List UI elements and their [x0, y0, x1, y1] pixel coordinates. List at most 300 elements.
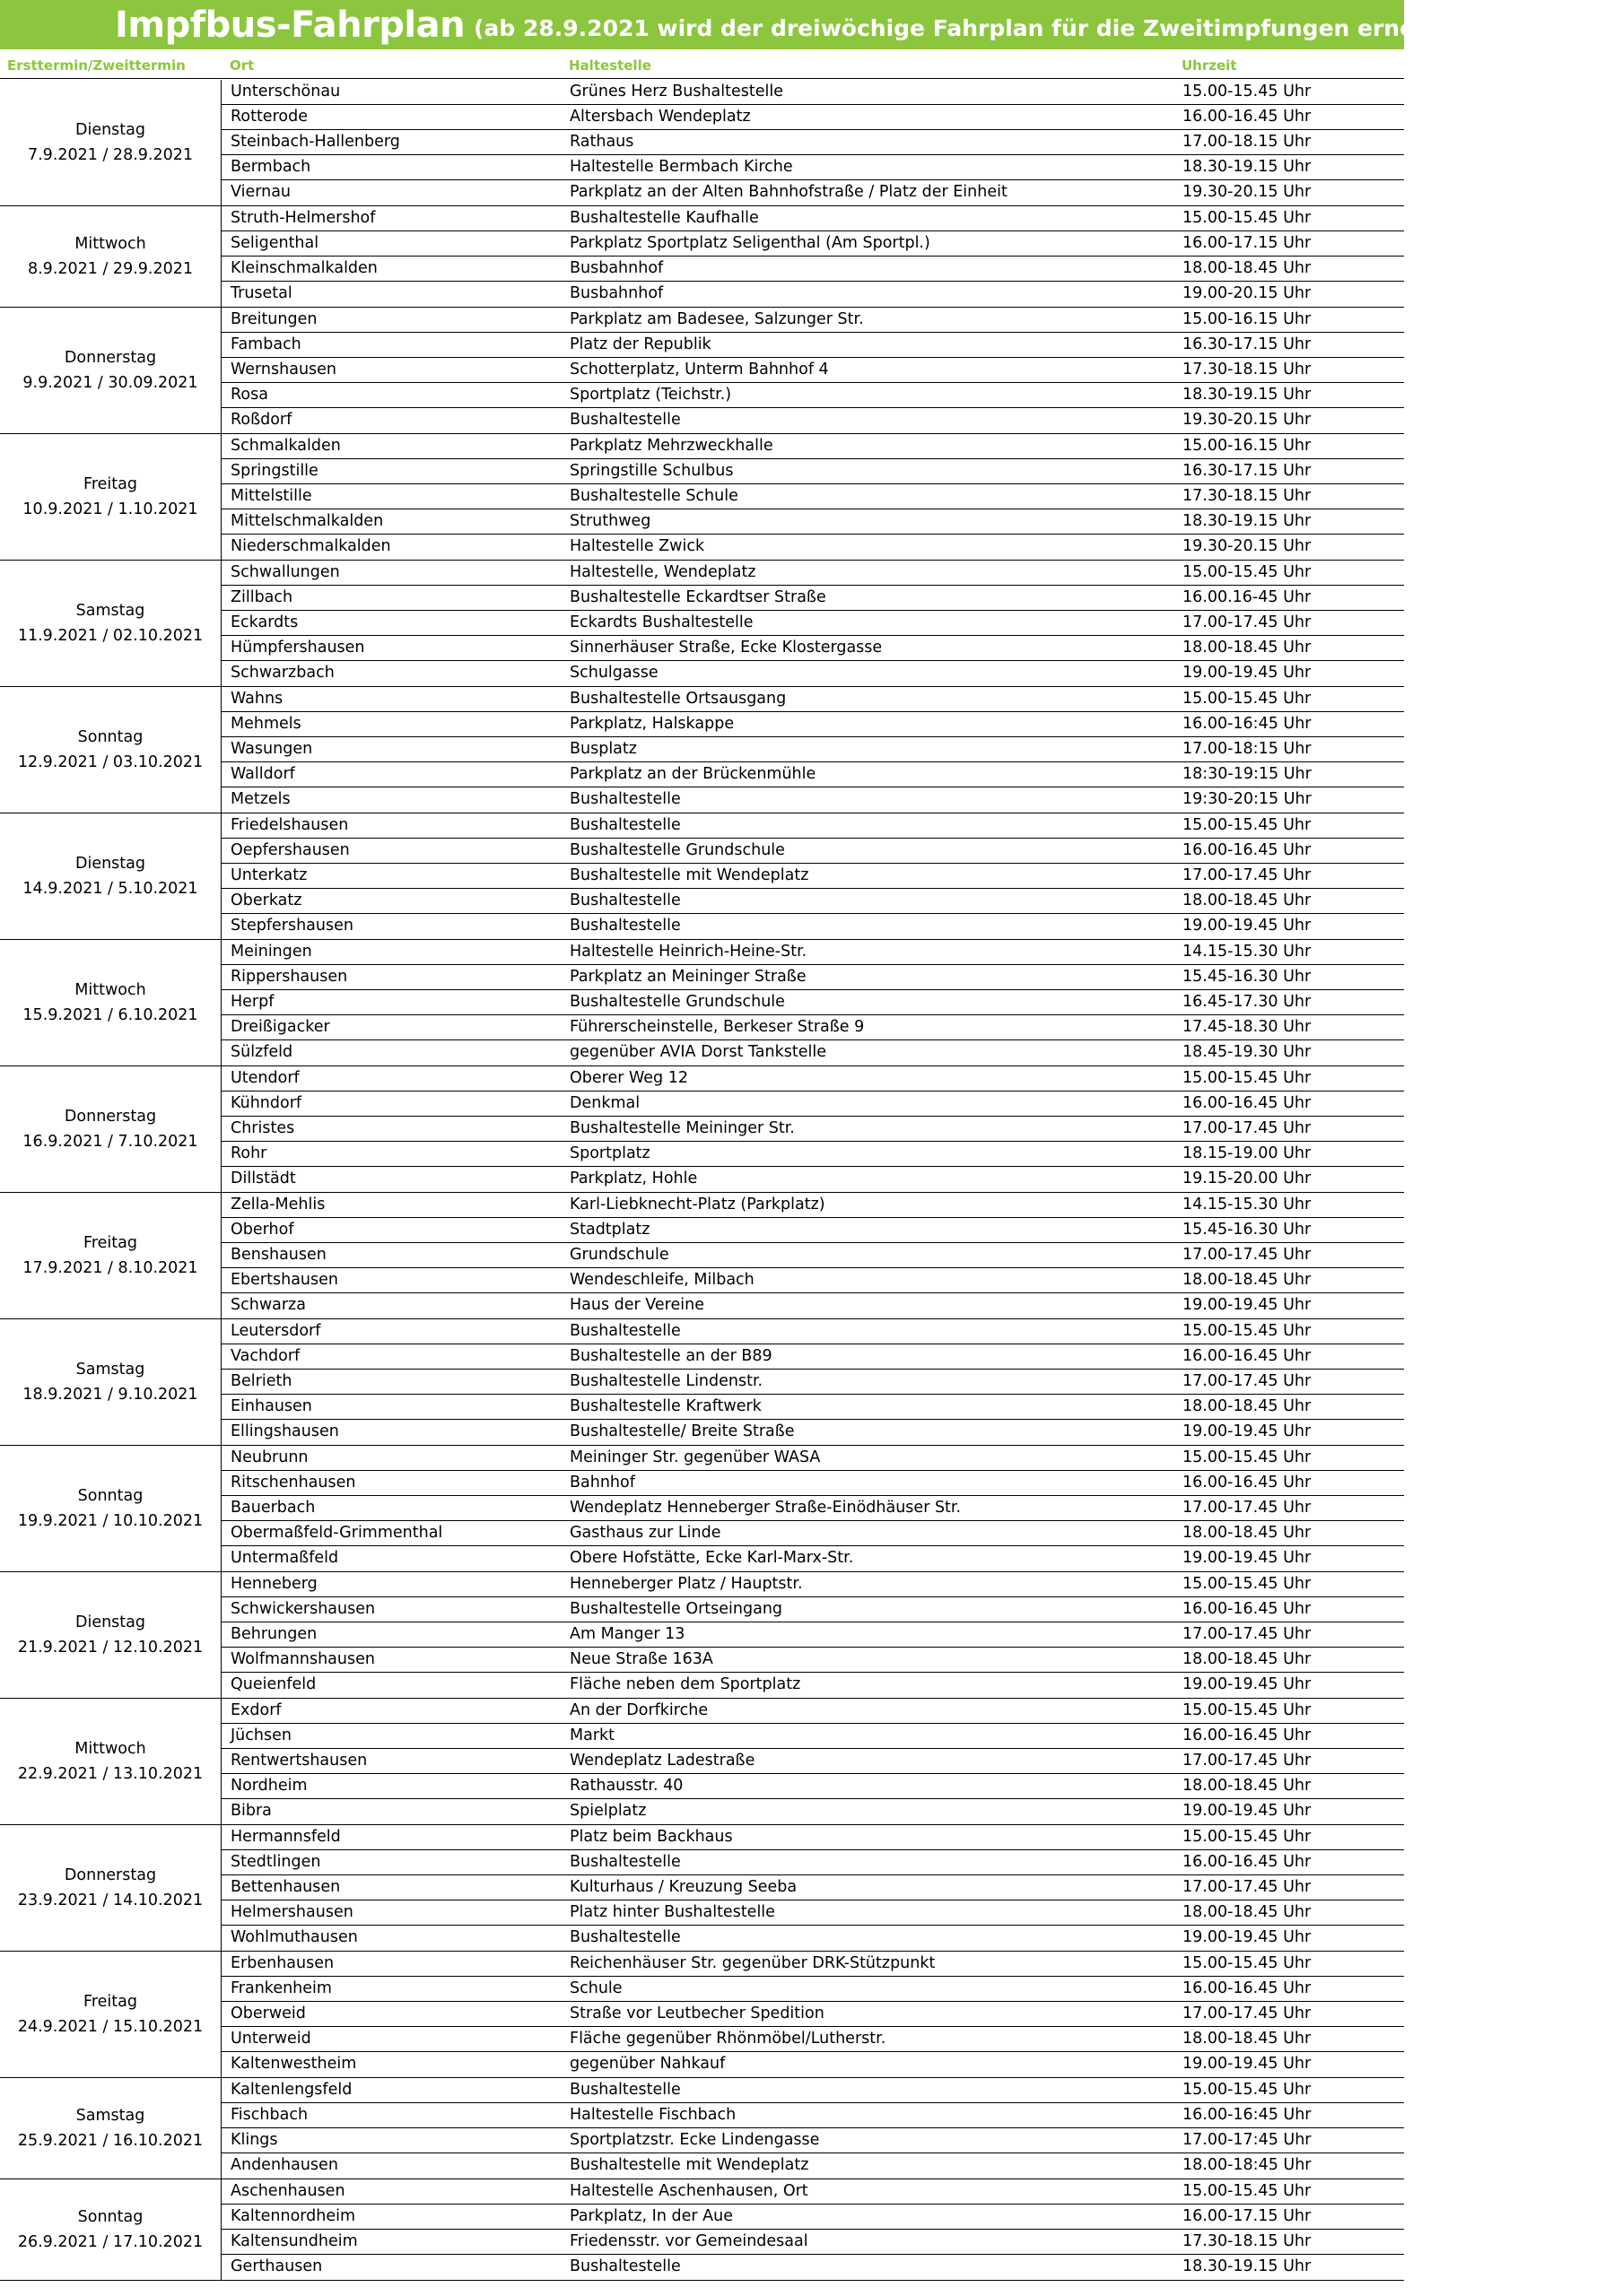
ort-cell: Oberkatz: [231, 891, 302, 909]
table-row: [222, 1319, 1404, 1344]
ort-cell: Rohr: [231, 1144, 267, 1162]
ort-cell: Bermbach: [231, 158, 311, 176]
uhrzeit-cell: 14.15-15.30 Uhr: [1182, 1196, 1312, 1213]
uhrzeit-cell: 19.00-19.45 Uhr: [1182, 1928, 1312, 1946]
haltestelle-cell: Parkplatz an Meininger Straße: [570, 968, 807, 986]
day-label: [0, 2078, 221, 2179]
weekday: Mittwoch: [74, 235, 146, 253]
haltestelle-cell: Schotterplatz, Unterm Bahnhof 4: [570, 361, 829, 378]
ort-cell: Ebertshausen: [231, 1271, 338, 1289]
uhrzeit-cell: 16.00-16.45 Uhr: [1182, 1094, 1312, 1112]
column-header-ort: Ort: [230, 57, 255, 74]
haltestelle-cell: Stadtplatz: [570, 1221, 650, 1239]
date-range: 18.9.2021 / 9.10.2021: [22, 1386, 198, 1404]
uhrzeit-cell: 17.00-18.15 Uhr: [1182, 133, 1312, 151]
table-row: [222, 180, 1404, 205]
haltestelle-cell: Meininger Str. gegenüber WASA: [570, 1448, 821, 1466]
uhrzeit-cell: 17.00-17.45 Uhr: [1182, 1625, 1312, 1643]
table-row: [222, 940, 1404, 965]
stop-list: [221, 1699, 1404, 1824]
haltestelle-cell: gegenüber AVIA Dorst Tankstelle: [570, 1043, 826, 1061]
day-label: [0, 1066, 221, 1192]
uhrzeit-cell: 15.00-15.45 Uhr: [1182, 690, 1312, 708]
stop-list: [221, 1066, 1404, 1192]
ort-cell: Fischbach: [231, 2106, 309, 2124]
haltestelle-cell: Friedensstr. vor Gemeindesaal: [570, 2232, 808, 2250]
haltestelle-cell: Bushaltestelle: [570, 917, 681, 935]
uhrzeit-cell: 19.00-19.45 Uhr: [1182, 2055, 1312, 2073]
ort-cell: Wernshausen: [231, 361, 337, 378]
day-label: [0, 2179, 221, 2280]
table-row: [222, 1572, 1404, 1597]
uhrzeit-cell: 15.00-15.45 Uhr: [1182, 563, 1312, 581]
stop-list: [221, 2078, 1404, 2179]
uhrzeit-cell: 18.00-18:45 Uhr: [1182, 2156, 1312, 2174]
ort-cell: Utendorf: [231, 1069, 300, 1087]
ort-cell: Trusetal: [231, 284, 292, 302]
weekday: Sonntag: [77, 1487, 144, 1505]
table-row: [222, 1243, 1404, 1268]
ort-cell: Kaltenlengsfeld: [231, 2081, 353, 2099]
uhrzeit-cell: 16.30-17.15 Uhr: [1182, 462, 1312, 480]
ort-cell: Eckardts: [231, 613, 299, 631]
weekday: Mittwoch: [74, 1740, 146, 1758]
ort-cell: Exdorf: [231, 1701, 282, 1719]
uhrzeit-cell: 18.00-18.45 Uhr: [1182, 2030, 1312, 2048]
uhrzeit-cell: 15.00-15.45 Uhr: [1182, 2081, 1312, 2099]
day-group: [0, 1193, 1404, 1319]
ort-cell: Hermannsfeld: [231, 1828, 341, 1846]
uhrzeit-cell: 16.00-16.45 Uhr: [1182, 1474, 1312, 1492]
table-row: [222, 1622, 1404, 1648]
table-row: [222, 1825, 1404, 1850]
table-row: [222, 434, 1404, 459]
table-row: [222, 231, 1404, 257]
date-range: 7.9.2021 / 28.9.2021: [27, 146, 193, 164]
day-label: [0, 1572, 221, 1698]
uhrzeit-cell: 15.00-16.15 Uhr: [1182, 437, 1312, 455]
ort-cell: Rotterode: [231, 108, 308, 126]
haltestelle-cell: Bushaltestelle: [570, 1322, 681, 1340]
table-row: [222, 787, 1404, 813]
haltestelle-cell: Bushaltestelle Ortsausgang: [570, 690, 787, 708]
ort-cell: Springstille: [231, 462, 318, 480]
ort-cell: Behrungen: [231, 1625, 318, 1643]
haltestelle-cell: Parkplatz Mehrzweckhalle: [570, 437, 773, 455]
table-row: [222, 80, 1404, 105]
table-row: [222, 1193, 1404, 1218]
ort-cell: Schwarza: [231, 1296, 306, 1314]
haltestelle-cell: Parkplatz am Badesee, Salzunger Str.: [570, 310, 864, 328]
table-row: [222, 1546, 1404, 1571]
ort-cell: Belrieth: [231, 1372, 292, 1390]
haltestelle-cell: Springstille Schulbus: [570, 462, 734, 480]
date-range: 14.9.2021 / 5.10.2021: [22, 880, 198, 898]
column-header-date: Ersttermin/Zweittermin: [7, 57, 186, 74]
haltestelle-cell: Wendeplatz Henneberger Straße-Einödhäuser Str.: [570, 1499, 962, 1517]
day-label: [0, 1319, 221, 1445]
table-row: [222, 1749, 1404, 1774]
ort-cell: Henneberg: [231, 1575, 318, 1593]
uhrzeit-cell: 19.00-19.45 Uhr: [1182, 1802, 1312, 1820]
uhrzeit-cell: 18.30-19.15 Uhr: [1182, 512, 1312, 530]
table-row: [222, 965, 1404, 990]
haltestelle-cell: Fläche gegenüber Rhönmöbel/Lutherstr.: [570, 2030, 886, 2048]
ort-cell: Wahns: [231, 690, 283, 708]
stop-list: [221, 1952, 1404, 2077]
ort-cell: Oberweid: [231, 2005, 306, 2022]
day-label: [0, 1193, 221, 1318]
day-group: [0, 308, 1404, 434]
ort-cell: Bettenhausen: [231, 1878, 341, 1896]
ort-cell: Christes: [231, 1119, 295, 1137]
day-group: [0, 206, 1404, 308]
uhrzeit-cell: 17.30-18.15 Uhr: [1182, 2232, 1312, 2250]
uhrzeit-cell: 17.00-17.45 Uhr: [1182, 1119, 1312, 1137]
ort-cell: Kaltensundheim: [231, 2232, 358, 2250]
uhrzeit-cell: 15.00-15.45 Uhr: [1182, 1448, 1312, 1466]
uhrzeit-cell: 19.00-19.45 Uhr: [1182, 1422, 1312, 1440]
ort-cell: Rosa: [231, 386, 268, 404]
table-row: [222, 2103, 1404, 2128]
uhrzeit-cell: 16.00.16-45 Uhr: [1182, 588, 1312, 606]
table-row: [222, 1268, 1404, 1293]
stop-list: [221, 1193, 1404, 1318]
table-row: [222, 1977, 1404, 2002]
table-row: [222, 889, 1404, 914]
ort-cell: Kaltennordheim: [231, 2207, 356, 2225]
haltestelle-cell: Gasthaus zur Linde: [570, 1524, 721, 1542]
uhrzeit-cell: 18.00-18.45 Uhr: [1182, 1524, 1312, 1542]
weekday: Mittwoch: [74, 981, 146, 999]
uhrzeit-cell: 17.00-18:15 Uhr: [1182, 740, 1312, 758]
uhrzeit-cell: 18.30-19.15 Uhr: [1182, 2257, 1312, 2275]
haltestelle-cell: Bushaltestelle Grundschule: [570, 841, 785, 859]
uhrzeit-cell: 18.45-19.30 Uhr: [1182, 1043, 1312, 1061]
haltestelle-cell: Karl-Liebknecht-Platz (Parkplatz): [570, 1196, 825, 1213]
date-range: 21.9.2021 / 12.10.2021: [17, 1639, 204, 1657]
uhrzeit-cell: 18.00-18.45 Uhr: [1182, 259, 1312, 277]
ort-cell: Unterweid: [231, 2030, 311, 2048]
weekday: Samstag: [75, 602, 145, 620]
ort-cell: Stedtlingen: [231, 1853, 321, 1871]
haltestelle-cell: Haus der Vereine: [570, 1296, 704, 1314]
uhrzeit-cell: 16.00-16.45 Uhr: [1182, 1853, 1312, 1871]
weekday: Donnerstag: [64, 1108, 157, 1126]
ort-cell: Friedelshausen: [231, 816, 349, 834]
ort-cell: Ritschenhausen: [231, 1474, 356, 1492]
table-row: [222, 1420, 1404, 1445]
haltestelle-cell: Bushaltestelle Eckardtser Straße: [570, 588, 826, 606]
table-row: [222, 105, 1404, 130]
stop-list: [221, 2179, 1404, 2280]
haltestelle-cell: Parkplatz, Halskappe: [570, 715, 735, 733]
day-group: [0, 1952, 1404, 2078]
day-label: [0, 206, 221, 307]
table-row: [222, 1699, 1404, 1724]
ort-cell: Leutersdorf: [231, 1322, 321, 1340]
haltestelle-cell: Bushaltestelle: [570, 891, 681, 909]
ort-cell: Aschenhausen: [231, 2182, 345, 2200]
weekday: Samstag: [75, 2107, 145, 2125]
table-row: [222, 2205, 1404, 2230]
table-row: [222, 130, 1404, 155]
ort-cell: Schwarzbach: [231, 664, 335, 682]
weekday: Freitag: [83, 1234, 137, 1252]
ort-cell: Rentwertshausen: [231, 1752, 368, 1770]
haltestelle-cell: Straße vor Leutbecher Spedition: [570, 2005, 824, 2022]
ort-cell: Untermaßfeld: [231, 1549, 339, 1567]
haltestelle-cell: Platz hinter Bushaltestelle: [570, 1903, 775, 1921]
ort-cell: Einhausen: [231, 1397, 312, 1415]
ort-cell: Herpf: [231, 993, 275, 1011]
table-row: [222, 864, 1404, 889]
ort-cell: Kleinschmalkalden: [231, 259, 378, 277]
ort-cell: Schmalkalden: [231, 437, 341, 455]
uhrzeit-cell: 18.15-19.00 Uhr: [1182, 1144, 1312, 1162]
uhrzeit-cell: 18.00-18.45 Uhr: [1182, 639, 1312, 657]
table-row: [222, 282, 1404, 307]
uhrzeit-cell: 15.00-15.45 Uhr: [1182, 816, 1312, 834]
ort-cell: Mittelstille: [231, 487, 312, 505]
weekday: Dienstag: [74, 855, 145, 873]
table-row: [222, 611, 1404, 636]
ort-cell: Sülzfeld: [231, 1043, 293, 1061]
ort-cell: Fambach: [231, 335, 301, 353]
uhrzeit-cell: 15.00-15.45 Uhr: [1182, 1954, 1312, 1972]
uhrzeit-cell: 14.15-15.30 Uhr: [1182, 943, 1312, 961]
haltestelle-cell: Obere Hofstätte, Ecke Karl-Marx-Str.: [570, 1549, 854, 1567]
table-row: [222, 1344, 1404, 1370]
haltestelle-cell: Am Manger 13: [570, 1625, 685, 1643]
haltestelle-cell: Sportplatz (Teichstr.): [570, 386, 732, 404]
ort-cell: Unterschönau: [231, 83, 341, 100]
uhrzeit-cell: 15.00-15.45 Uhr: [1182, 83, 1312, 100]
table-row: [222, 990, 1404, 1015]
weekday: Freitag: [83, 475, 137, 493]
table-row: [222, 2153, 1404, 2179]
uhrzeit-cell: 18.00-18.45 Uhr: [1182, 1903, 1312, 1921]
day-label: [0, 1952, 221, 2077]
table-row: [222, 2179, 1404, 2205]
schedule-table: [0, 80, 1404, 2281]
haltestelle-cell: Denkmal: [570, 1094, 641, 1112]
day-label: [0, 434, 221, 560]
haltestelle-cell: Busbahnhof: [570, 259, 664, 277]
ort-cell: Bibra: [231, 1802, 272, 1820]
haltestelle-cell: Bushaltestelle: [570, 1928, 681, 1946]
uhrzeit-cell: 16.45-17.30 Uhr: [1182, 993, 1312, 1011]
haltestelle-cell: Bushaltestelle Lindenstr.: [570, 1372, 763, 1390]
uhrzeit-cell: 18.00-18.45 Uhr: [1182, 1777, 1312, 1795]
ort-cell: Schwickershausen: [231, 1600, 376, 1618]
uhrzeit-cell: 15.00-15.45 Uhr: [1182, 2182, 1312, 2200]
day-label: [0, 561, 221, 686]
table-row: [222, 1850, 1404, 1875]
table-row: [222, 586, 1404, 611]
table-row: [222, 2052, 1404, 2077]
uhrzeit-cell: 18:30-19:15 Uhr: [1182, 765, 1312, 783]
uhrzeit-cell: 19:30-20:15 Uhr: [1182, 790, 1312, 808]
table-row: [222, 762, 1404, 787]
haltestelle-cell: Wendeschleife, Milbach: [570, 1271, 755, 1289]
date-range: 12.9.2021 / 03.10.2021: [17, 753, 204, 771]
stop-list: [221, 940, 1404, 1065]
table-row: [222, 839, 1404, 864]
stop-list: [221, 813, 1404, 939]
ort-cell: Oepfershausen: [231, 841, 350, 859]
table-row: [222, 383, 1404, 408]
table-row: [222, 1774, 1404, 1799]
haltestelle-cell: Haltestelle Aschenhausen, Ort: [570, 2182, 808, 2200]
uhrzeit-cell: 19.30-20.15 Uhr: [1182, 411, 1312, 429]
haltestelle-cell: Platz beim Backhaus: [570, 1828, 733, 1846]
ort-cell: Viernau: [231, 183, 292, 201]
haltestelle-cell: Sinnerhäuser Straße, Ecke Klostergasse: [570, 639, 883, 657]
uhrzeit-cell: 15.00-16.15 Uhr: [1182, 310, 1312, 328]
haltestelle-cell: Struthweg: [570, 512, 651, 530]
haltestelle-cell: Schule: [570, 1979, 623, 1997]
day-group: [0, 1066, 1404, 1193]
uhrzeit-cell: 16.00-17.15 Uhr: [1182, 234, 1312, 252]
uhrzeit-cell: 15.45-16.30 Uhr: [1182, 1221, 1312, 1239]
table-row: [222, 1066, 1404, 1091]
table-row: [222, 914, 1404, 939]
table-row: [222, 206, 1404, 231]
table-row: [222, 484, 1404, 509]
table-row: [222, 358, 1404, 383]
haltestelle-cell: Reichenhäuser Str. gegenüber DRK-Stützpunkt: [570, 1954, 936, 1972]
date-range: 16.9.2021 / 7.10.2021: [22, 1133, 198, 1151]
day-label: [0, 687, 221, 813]
haltestelle-cell: Haltestelle Heinrich-Heine-Str.: [570, 943, 807, 961]
day-label: [0, 308, 221, 433]
haltestelle-cell: An der Dorfkirche: [570, 1701, 709, 1719]
ort-cell: Oberhof: [231, 1221, 294, 1239]
ort-cell: Dillstädt: [231, 1170, 296, 1187]
uhrzeit-cell: 19.00-19.45 Uhr: [1182, 664, 1312, 682]
weekday: Donnerstag: [64, 349, 157, 367]
table-row: [222, 712, 1404, 737]
ort-cell: Unterkatz: [231, 866, 308, 884]
table-row: [222, 308, 1404, 333]
day-label: [0, 1699, 221, 1824]
day-group: [0, 80, 1404, 206]
uhrzeit-cell: 18.30-19.15 Uhr: [1182, 158, 1312, 176]
haltestelle-cell: Busbahnhof: [570, 284, 664, 302]
uhrzeit-cell: 16.00-16.45 Uhr: [1182, 108, 1312, 126]
uhrzeit-cell: 17.00-17.45 Uhr: [1182, 1246, 1312, 1264]
day-label: [0, 1825, 221, 1951]
haltestelle-cell: Spielplatz: [570, 1802, 647, 1820]
date-range: 22.9.2021 / 13.10.2021: [17, 1765, 204, 1783]
ort-cell: Erbenhausen: [231, 1954, 335, 1972]
uhrzeit-cell: 19.00-20.15 Uhr: [1182, 284, 1312, 302]
uhrzeit-cell: 16.00-16.45 Uhr: [1182, 1726, 1312, 1744]
haltestelle-cell: Bushaltestelle: [570, 1853, 681, 1871]
ort-cell: Klings: [231, 2131, 278, 2149]
haltestelle-cell: Grundschule: [570, 1246, 669, 1264]
ort-cell: Zella-Mehlis: [231, 1196, 326, 1213]
table-row: [222, 535, 1404, 560]
ort-cell: Schwallungen: [231, 563, 340, 581]
ort-cell: Stepfershausen: [231, 917, 353, 935]
uhrzeit-cell: 18.00-18.45 Uhr: [1182, 1397, 1312, 1415]
haltestelle-cell: Bushaltestelle: [570, 2081, 681, 2099]
uhrzeit-cell: 17.00-17.45 Uhr: [1182, 866, 1312, 884]
column-header-row: [0, 52, 1404, 79]
day-label: [0, 813, 221, 939]
uhrzeit-cell: 16.30-17.15 Uhr: [1182, 335, 1312, 353]
haltestelle-cell: Bushaltestelle mit Wendeplatz: [570, 2156, 809, 2174]
date-range: 26.9.2021 / 17.10.2021: [17, 2233, 204, 2251]
uhrzeit-cell: 15.00-15.45 Uhr: [1182, 209, 1312, 227]
haltestelle-cell: Parkplatz Sportplatz Seligenthal (Am Sportpl.): [570, 234, 930, 252]
ort-cell: Roßdorf: [231, 411, 292, 429]
date-range: 11.9.2021 / 02.10.2021: [17, 627, 204, 645]
date-range: 23.9.2021 / 14.10.2021: [17, 1892, 204, 1909]
haltestelle-cell: Parkplatz an der Alten Bahnhofstraße / Platz der Einheit: [570, 183, 1007, 201]
haltestelle-cell: Henneberger Platz / Hauptstr.: [570, 1575, 803, 1593]
date-range: 17.9.2021 / 8.10.2021: [22, 1259, 198, 1277]
uhrzeit-cell: 16.00-16.45 Uhr: [1182, 1979, 1312, 1997]
haltestelle-cell: Parkplatz, In der Aue: [570, 2207, 733, 2225]
table-row: [222, 2255, 1404, 2280]
ort-cell: Neubrunn: [231, 1448, 309, 1466]
haltestelle-cell: gegenüber Nahkauf: [570, 2055, 726, 2073]
ort-cell: Dreißigacker: [231, 1018, 330, 1036]
ort-cell: Zillbach: [231, 588, 293, 606]
day-group: [0, 1572, 1404, 1699]
weekday: Dienstag: [74, 121, 145, 139]
table-row: [222, 737, 1404, 762]
table-row: [222, 1521, 1404, 1546]
day-label: [0, 940, 221, 1065]
page-subtitle: (ab 28.9.2021 wird der dreiwöchige Fahrplan für die Zweitimpfungen erneut abgefahren): [474, 15, 1605, 41]
table-row: [222, 2128, 1404, 2153]
uhrzeit-cell: 17.30-18.15 Uhr: [1182, 361, 1312, 378]
table-row: [222, 2027, 1404, 2052]
column-header-uhrzeit: Uhrzeit: [1182, 57, 1237, 74]
haltestelle-cell: Rathausstr. 40: [570, 1777, 684, 1795]
uhrzeit-cell: 17.45-18.30 Uhr: [1182, 1018, 1312, 1036]
uhrzeit-cell: 18.30-19.15 Uhr: [1182, 386, 1312, 404]
haltestelle-cell: Parkplatz an der Brückenmühle: [570, 765, 816, 783]
day-group: [0, 1699, 1404, 1825]
table-row: [222, 1471, 1404, 1496]
ort-cell: Steinbach-Hallenberg: [231, 133, 400, 151]
stop-list: [221, 80, 1404, 205]
haltestelle-cell: Markt: [570, 1726, 615, 1744]
uhrzeit-cell: 18.00-18.45 Uhr: [1182, 1271, 1312, 1289]
uhrzeit-cell: 18.00-18.45 Uhr: [1182, 1650, 1312, 1668]
haltestelle-cell: Bahnhof: [570, 1474, 635, 1492]
ort-cell: Helmershausen: [231, 1903, 353, 1921]
uhrzeit-cell: 19.15-20.00 Uhr: [1182, 1170, 1312, 1187]
uhrzeit-cell: 16.00-16:45 Uhr: [1182, 2106, 1312, 2124]
haltestelle-cell: Bushaltestelle Schule: [570, 487, 738, 505]
table-row: [222, 2078, 1404, 2103]
table-row: [222, 813, 1404, 839]
uhrzeit-cell: 15.45-16.30 Uhr: [1182, 968, 1312, 986]
uhrzeit-cell: 19.00-19.45 Uhr: [1182, 1549, 1312, 1567]
table-row: [222, 1040, 1404, 1065]
table-row: [222, 459, 1404, 484]
uhrzeit-cell: 16.00-16.45 Uhr: [1182, 1600, 1312, 1618]
ort-cell: Rippershausen: [231, 968, 348, 986]
uhrzeit-cell: 16.00-16.45 Uhr: [1182, 1347, 1312, 1365]
haltestelle-cell: Sportplatzstr. Ecke Lindengasse: [570, 2131, 820, 2149]
